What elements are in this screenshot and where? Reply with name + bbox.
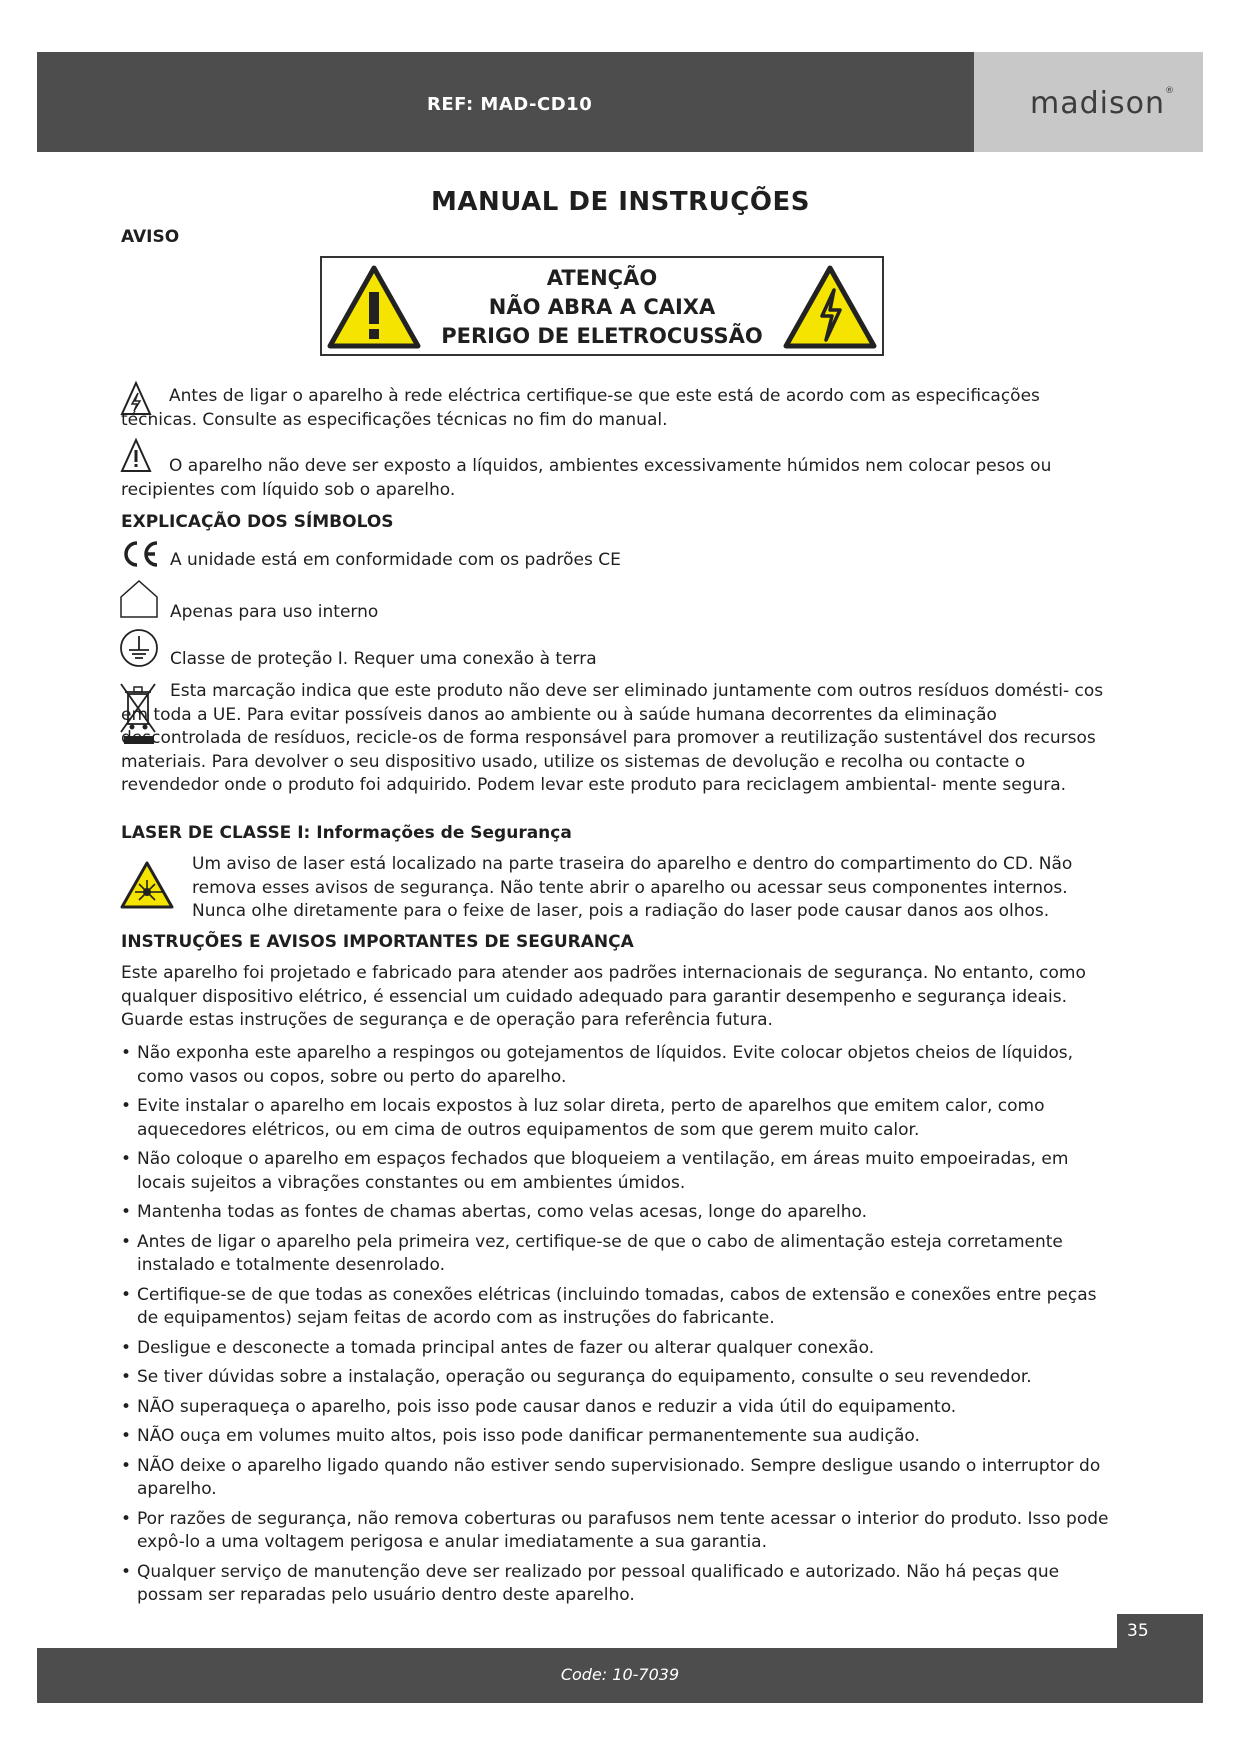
list-item: • NÃO superaqueça o aparelho, pois isso pode causar danos e reduzir a vida útil do equipamento. [121, 1396, 1121, 1420]
list-item: • Certifique-se de que todas as conexões elétricas (incluindo tomadas, cabos de extensão e conexões entre peças de equipamentos) sejam feitas de acordo com as instruções do fabricante. [121, 1284, 1121, 1331]
list-item: • Evite instalar o aparelho em locais expostos à luz solar direta, perto de aparelhos que emitem calor, como aquecedores elétricos, ou em cima de outros equipamentos de som que gerem muito calor. [121, 1095, 1121, 1142]
aviso-heading: AVISO [121, 227, 180, 247]
symbol-indoor-text: Apenas para uso interno [170, 602, 379, 622]
product-code: Code: 10-7039 [560, 1665, 680, 1684]
list-item: • Se tiver dúvidas sobre a instalação, operação ou segurança do equipamento, consulte o seu revendedor. [121, 1366, 1121, 1390]
page-number-box [1117, 1614, 1203, 1648]
brand-logo-box [974, 52, 1203, 152]
note-electrical-spec: Antes de ligar o aparelho à rede eléctrica certifique-se que este está de acordo com as especificações técnicas. Consulte as especificações técnicas no fim do manual. [121, 386, 1040, 430]
indoor-use-house-icon [119, 579, 159, 619]
warning-line-shock-hazard: PERIGO DE ELETROCUSSÃO [441, 324, 763, 348]
list-item: • Não exponha este aparelho a respingos ou gotejamentos de líquidos. Evite colocar objetos cheios de líquidos, como vasos ou copos, sobre ou perto do aparelho. [121, 1042, 1121, 1089]
list-item: • Antes de ligar o aparelho pela primeira vez, certifique-se de que o cabo de alimentação esteja corretamente instalado e totalmente desenrolado. [121, 1231, 1121, 1278]
symbol-ce-text: A unidade está em conformidade com os padrões CE [170, 550, 621, 570]
brand-logo [1030, 86, 1175, 121]
warning-line-attention: ATENÇÃO [546, 266, 658, 290]
symbol-weee-text: Esta marcação indica que este produto não deve ser eliminado juntamente com outros resíduos domésti- cos em toda a UE. Para evitar possíveis danos ao ambiente ou à saúde humana decorrentes da eliminação descontrolada de resíduos, recicle-os de forma responsável para promover a reutilização sustentável dos recursos materiais. Para devolver o seu dispositivo usado, utilize os sistemas de devolução e recolha ou contacte o revendedor onde o produto foi adquirido. Podem levar este produto para reciclagem ambiental- mente segura. [121, 681, 1104, 795]
safety-heading: INSTRUÇÕES E AVISOS IMPORTANTES DE SEGURANÇA [121, 932, 634, 952]
symbols-heading: EXPLICAÇÃO DOS SÍMBOLOS [121, 512, 394, 532]
list-item: • Qualquer serviço de manutenção deve ser realizado por pessoal qualificado e autorizado. Não há peças que possam ser reparadas pelo usuário dentro deste aparelho. [121, 1561, 1121, 1608]
list-item: • Desligue e desconecte a tomada principal antes de fazer ou alterar qualquer conexão. [121, 1337, 1121, 1361]
page-header [37, 52, 1203, 152]
page-footer [37, 1648, 1203, 1703]
page-number: 35 [1127, 1621, 1149, 1641]
ce-mark-icon [119, 539, 161, 569]
brand-name: madison [1030, 86, 1165, 121]
safety-intro: Este aparelho foi projetado e fabricado para atender aos padrões internacionais de segurança. No entanto, como qualquer dispositivo elétrico, é essencial um cuidado adequado para garantir desempenho e segurança ideais. Guarde estas instruções de segurança e de operação para referência futura. [121, 963, 1086, 1030]
warning-line-do-not-open: NÃO ABRA A CAIXA [488, 295, 716, 319]
safety-bullet-list [121, 1042, 1121, 1614]
laser-warning-icon [119, 860, 175, 910]
list-item: • Mantenha todas as fontes de chamas abertas, como velas acesas, longe do aparelho. [121, 1201, 1121, 1225]
ground-protection-icon [119, 628, 159, 668]
list-item: • NÃO deixe o aparelho ligado quando não estiver sendo supervisionado. Sempre desligue usando o interruptor do aparelho. [121, 1455, 1121, 1502]
header-bar [37, 52, 974, 152]
danger-warning-box [320, 256, 884, 356]
list-item: • NÃO ouça em volumes muito altos, pois isso pode danificar permanentemente sua audição. [121, 1425, 1121, 1449]
model-reference: REF: MAD-CD10 [427, 94, 593, 115]
laser-text: Um aviso de laser está localizado na parte traseira do aparelho e dentro do compartimento do CD. Não remova esses avisos de segurança. Não tente abrir o aparelho ou acessar seus componentes internos. Nunca olhe diretamente para o feixe de laser, pois a radiação do laser pode causar danos aos olhos. [192, 854, 1073, 921]
brand-registered-mark: ® [1165, 86, 1175, 96]
page-title: MANUAL DE INSTRUÇÕES [431, 187, 810, 217]
list-item: • Por razões de segurança, não remova coberturas ou parafusos nem tente acessar o interior do produto. Isso pode expô-lo a uma voltagem perigosa e anular imediatamente a sua garantia. [121, 1508, 1121, 1555]
laser-heading: LASER DE CLASSE I: Informações de Segurança [121, 823, 572, 843]
symbol-ground-text: Classe de proteção I. Requer uma conexão à terra [170, 649, 597, 669]
electric-shock-warning-icon [782, 264, 878, 350]
note-liquids: O aparelho não deve ser exposto a líquidos, ambientes excessivamente húmidos nem colocar pesos ou recipientes com líquido sob o aparelho. [121, 456, 1052, 500]
list-item: • Não coloque o aparelho em espaços fechados que bloqueiem a ventilação, em áreas muito empoeiradas, em locais sujeitos a vibrações constantes ou em ambientes úmidos. [121, 1148, 1121, 1195]
